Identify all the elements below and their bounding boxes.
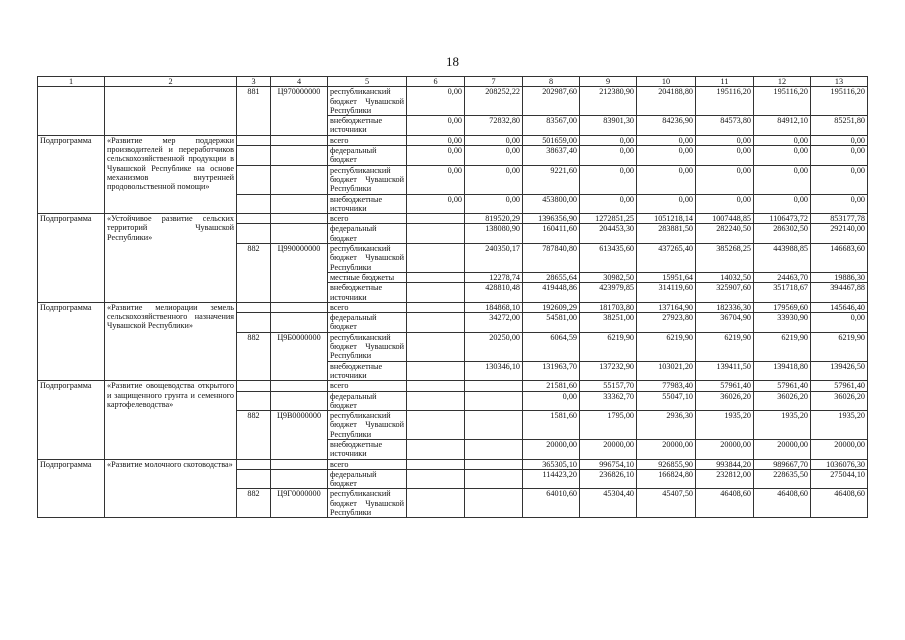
amount-cell: 55047,10 bbox=[637, 391, 696, 411]
subprogram-name: «Развитие молочного скотоводства» bbox=[105, 459, 237, 518]
amount-cell: 0,00 bbox=[696, 146, 754, 166]
amount-cell: 36026,20 bbox=[811, 391, 868, 411]
gr-cell bbox=[237, 194, 271, 214]
funding-source: республиканский бюджет Чувашской Республики bbox=[328, 411, 407, 440]
funding-source: внебюджетные источники bbox=[328, 283, 407, 303]
amount-cell: 12278,74 bbox=[465, 272, 523, 282]
amount-cell: 84912,10 bbox=[754, 116, 811, 136]
amount-cell: 1935,20 bbox=[696, 411, 754, 440]
column-number-row bbox=[38, 77, 868, 87]
amount-cell: 0,00 bbox=[580, 135, 637, 145]
amount-cell: 428810,48 bbox=[465, 283, 523, 303]
amount-cell: 0,00 bbox=[696, 135, 754, 145]
code-cell bbox=[271, 194, 328, 214]
amount-cell: 139411,50 bbox=[696, 361, 754, 381]
amount-cell: 33362,70 bbox=[580, 391, 637, 411]
funding-source: внебюджетные источники bbox=[328, 194, 407, 214]
amount-cell: 182336,30 bbox=[696, 302, 754, 312]
amount-cell: 365305,10 bbox=[523, 459, 580, 469]
code-cell bbox=[271, 302, 328, 312]
amount-cell: 36026,20 bbox=[754, 391, 811, 411]
funding-source: всего bbox=[328, 381, 407, 391]
amount-cell bbox=[407, 439, 465, 459]
table-row bbox=[38, 214, 868, 224]
amount-cell: 21581,60 bbox=[523, 381, 580, 391]
amount-cell: 0,00 bbox=[696, 194, 754, 214]
table-row bbox=[38, 135, 868, 145]
amount-cell: 286302,50 bbox=[754, 224, 811, 244]
column-number: 9 bbox=[580, 77, 637, 87]
amount-cell: 0,00 bbox=[407, 135, 465, 145]
amount-cell: 0,00 bbox=[465, 194, 523, 214]
funding-source: внебюджетные источники bbox=[328, 116, 407, 136]
amount-cell bbox=[465, 391, 523, 411]
subprogram-type: Подпрограмма bbox=[38, 302, 105, 380]
amount-cell: 36704,90 bbox=[696, 313, 754, 333]
amount-cell: 184868,10 bbox=[465, 302, 523, 312]
amount-cell: 27923,80 bbox=[637, 313, 696, 333]
amount-cell: 57961,40 bbox=[754, 381, 811, 391]
amount-cell bbox=[407, 459, 465, 469]
gr-cell bbox=[237, 469, 271, 489]
amount-cell: 351718,67 bbox=[754, 283, 811, 303]
funding-source: республиканский бюджет Чувашской Республики bbox=[328, 332, 407, 361]
gr-cell bbox=[237, 313, 271, 333]
amount-cell bbox=[407, 224, 465, 244]
amount-cell: 0,00 bbox=[754, 165, 811, 194]
amount-cell: 6219,90 bbox=[754, 332, 811, 361]
amount-cell: 84236,90 bbox=[637, 116, 696, 136]
amount-cell: 613435,60 bbox=[580, 244, 637, 273]
amount-cell: 20250,00 bbox=[465, 332, 523, 361]
amount-cell: 212380,90 bbox=[580, 87, 637, 116]
amount-cell: 0,00 bbox=[696, 165, 754, 194]
amount-cell: 146683,60 bbox=[811, 244, 868, 273]
amount-cell: 6219,90 bbox=[811, 332, 868, 361]
amount-cell: 83567,00 bbox=[523, 116, 580, 136]
funding-source: республиканский бюджет Чувашской Республики bbox=[328, 87, 407, 116]
amount-cell: 283881,50 bbox=[637, 224, 696, 244]
amount-cell: 38251,00 bbox=[580, 313, 637, 333]
subprogram-type: Подпрограмма bbox=[38, 214, 105, 303]
gr-cell: 882 bbox=[237, 411, 271, 459]
code-cell bbox=[271, 214, 328, 224]
amount-cell: 204188,80 bbox=[637, 87, 696, 116]
amount-cell: 1396356,90 bbox=[523, 214, 580, 224]
amount-cell: 72832,80 bbox=[465, 116, 523, 136]
subprogram-name bbox=[105, 87, 237, 135]
code-cell bbox=[271, 135, 328, 145]
amount-cell: 20000,00 bbox=[580, 439, 637, 459]
gr-cell bbox=[237, 224, 271, 244]
gr-cell: 882 bbox=[237, 489, 271, 518]
amount-cell: 6064,59 bbox=[523, 332, 580, 361]
budget-table bbox=[37, 76, 868, 518]
amount-cell: 137164,90 bbox=[637, 302, 696, 312]
amount-cell: 33930,90 bbox=[754, 313, 811, 333]
amount-cell: 0,00 bbox=[811, 194, 868, 214]
page-number: 18 bbox=[446, 54, 459, 69]
amount-cell: 394467,88 bbox=[811, 283, 868, 303]
amount-cell: 20000,00 bbox=[523, 439, 580, 459]
column-number: 8 bbox=[523, 77, 580, 87]
amount-cell bbox=[407, 302, 465, 312]
amount-cell: 138080,90 bbox=[465, 224, 523, 244]
amount-cell bbox=[465, 439, 523, 459]
amount-cell: 1106473,72 bbox=[754, 214, 811, 224]
amount-cell: 131963,70 bbox=[523, 361, 580, 381]
amount-cell: 926855,90 bbox=[637, 459, 696, 469]
amount-cell: 787840,80 bbox=[523, 244, 580, 273]
amount-cell: 0,00 bbox=[754, 194, 811, 214]
column-number: 2 bbox=[105, 77, 237, 87]
amount-cell: 137232,90 bbox=[580, 361, 637, 381]
amount-cell: 46408,60 bbox=[811, 489, 868, 518]
amount-cell: 195116,20 bbox=[811, 87, 868, 116]
amount-cell: 20000,00 bbox=[754, 439, 811, 459]
column-number: 1 bbox=[38, 77, 105, 87]
gr-cell: 882 bbox=[237, 332, 271, 380]
amount-cell: 0,00 bbox=[465, 135, 523, 145]
code-cell: Ц990000000 bbox=[271, 244, 328, 303]
funding-source: федеральный бюджет bbox=[328, 313, 407, 333]
table-row bbox=[38, 381, 868, 391]
amount-cell: 1581,60 bbox=[523, 411, 580, 440]
amount-cell: 993844,20 bbox=[696, 459, 754, 469]
amount-cell bbox=[407, 214, 465, 224]
amount-cell: 46408,60 bbox=[696, 489, 754, 518]
subprogram-name: «Устойчивое развитие сельских территорий Чувашской Республики» bbox=[105, 214, 237, 303]
amount-cell bbox=[465, 459, 523, 469]
amount-cell: 6219,90 bbox=[696, 332, 754, 361]
code-cell: Ц9Г0000000 bbox=[271, 489, 328, 518]
amount-cell: 160411,60 bbox=[523, 224, 580, 244]
column-number: 6 bbox=[407, 77, 465, 87]
code-cell: Ц970000000 bbox=[271, 87, 328, 135]
amount-cell: 77983,40 bbox=[637, 381, 696, 391]
amount-cell bbox=[407, 469, 465, 489]
amount-cell: 24463,70 bbox=[754, 272, 811, 282]
amount-cell: 14032,50 bbox=[696, 272, 754, 282]
funding-source: всего bbox=[328, 302, 407, 312]
amount-cell bbox=[407, 272, 465, 282]
amount-cell: 1272851,25 bbox=[580, 214, 637, 224]
amount-cell: 166824,80 bbox=[637, 469, 696, 489]
amount-cell: 0,00 bbox=[465, 146, 523, 166]
amount-cell bbox=[407, 244, 465, 273]
funding-source: федеральный бюджет bbox=[328, 146, 407, 166]
amount-cell: 1935,20 bbox=[811, 411, 868, 440]
amount-cell: 20000,00 bbox=[811, 439, 868, 459]
column-number: 13 bbox=[811, 77, 868, 87]
amount-cell: 204453,30 bbox=[580, 224, 637, 244]
amount-cell: 292140,00 bbox=[811, 224, 868, 244]
column-number: 7 bbox=[465, 77, 523, 87]
column-number: 4 bbox=[271, 77, 328, 87]
amount-cell: 38637,40 bbox=[523, 146, 580, 166]
code-cell: Ц9Б0000000 bbox=[271, 332, 328, 380]
code-cell: Ц9В0000000 bbox=[271, 411, 328, 459]
amount-cell: 236826,10 bbox=[580, 469, 637, 489]
amount-cell: 84573,80 bbox=[696, 116, 754, 136]
amount-cell: 0,00 bbox=[580, 146, 637, 166]
amount-cell: 314119,60 bbox=[637, 283, 696, 303]
gr-cell bbox=[237, 391, 271, 411]
amount-cell: 85251,80 bbox=[811, 116, 868, 136]
gr-cell: 882 bbox=[237, 244, 271, 303]
code-cell bbox=[271, 146, 328, 166]
amount-cell: 0,00 bbox=[811, 135, 868, 145]
amount-cell: 57961,40 bbox=[696, 381, 754, 391]
funding-source: всего bbox=[328, 214, 407, 224]
column-number: 5 bbox=[328, 77, 407, 87]
amount-cell: 1007448,85 bbox=[696, 214, 754, 224]
amount-cell: 325907,60 bbox=[696, 283, 754, 303]
amount-cell bbox=[407, 283, 465, 303]
amount-cell: 139426,50 bbox=[811, 361, 868, 381]
amount-cell: 6219,90 bbox=[580, 332, 637, 361]
amount-cell: 0,00 bbox=[637, 194, 696, 214]
amount-cell bbox=[407, 381, 465, 391]
amount-cell bbox=[465, 469, 523, 489]
code-cell bbox=[271, 165, 328, 194]
amount-cell: 275044,10 bbox=[811, 469, 868, 489]
gr-cell bbox=[237, 214, 271, 224]
amount-cell: 0,00 bbox=[407, 194, 465, 214]
amount-cell: 0,00 bbox=[407, 146, 465, 166]
amount-cell bbox=[407, 489, 465, 518]
amount-cell: 139418,80 bbox=[754, 361, 811, 381]
amount-cell: 385268,25 bbox=[696, 244, 754, 273]
gr-cell bbox=[237, 135, 271, 145]
amount-cell bbox=[465, 411, 523, 440]
funding-source: федеральный бюджет bbox=[328, 224, 407, 244]
amount-cell: 54581,00 bbox=[523, 313, 580, 333]
amount-cell bbox=[407, 332, 465, 361]
amount-cell: 55157,70 bbox=[580, 381, 637, 391]
amount-cell: 443988,85 bbox=[754, 244, 811, 273]
gr-cell: 881 bbox=[237, 87, 271, 135]
table-row bbox=[38, 87, 868, 116]
funding-source: федеральный бюджет bbox=[328, 391, 407, 411]
amount-cell: 0,00 bbox=[523, 391, 580, 411]
amount-cell: 0,00 bbox=[407, 87, 465, 116]
amount-cell: 46408,60 bbox=[754, 489, 811, 518]
amount-cell: 996754,10 bbox=[580, 459, 637, 469]
amount-cell: 6219,90 bbox=[637, 332, 696, 361]
amount-cell: 83901,30 bbox=[580, 116, 637, 136]
table-row bbox=[38, 459, 868, 469]
amount-cell: 34272,00 bbox=[465, 313, 523, 333]
amount-cell: 437265,40 bbox=[637, 244, 696, 273]
amount-cell bbox=[407, 361, 465, 381]
amount-cell: 0,00 bbox=[637, 146, 696, 166]
amount-cell: 0,00 bbox=[811, 165, 868, 194]
column-number: 12 bbox=[754, 77, 811, 87]
amount-cell: 20000,00 bbox=[637, 439, 696, 459]
funding-source: федеральный бюджет bbox=[328, 469, 407, 489]
amount-cell: 181703,80 bbox=[580, 302, 637, 312]
amount-cell: 1036076,30 bbox=[811, 459, 868, 469]
amount-cell: 989667,70 bbox=[754, 459, 811, 469]
subprogram-name: «Развитие мер поддержки производителей и переработчиков сельскохозяйственной продукции в Чувашской Республике на основе механизмов внутренней продовольственной помощи» bbox=[105, 135, 237, 213]
code-cell bbox=[271, 459, 328, 469]
amount-cell bbox=[407, 411, 465, 440]
column-number: 3 bbox=[237, 77, 271, 87]
amount-cell: 240350,17 bbox=[465, 244, 523, 273]
subprogram-type bbox=[38, 87, 105, 135]
amount-cell: 15951,64 bbox=[637, 272, 696, 282]
column-number: 10 bbox=[637, 77, 696, 87]
amount-cell: 228635,50 bbox=[754, 469, 811, 489]
amount-cell: 0,00 bbox=[637, 135, 696, 145]
amount-cell: 0,00 bbox=[407, 116, 465, 136]
table-row bbox=[38, 302, 868, 312]
funding-source: внебюджетные источники bbox=[328, 361, 407, 381]
amount-cell: 9221,60 bbox=[523, 165, 580, 194]
amount-cell: 1051218,14 bbox=[637, 214, 696, 224]
subprogram-type: Подпрограмма bbox=[38, 381, 105, 459]
subprogram-name: «Развитие овощеводства открытого и защищенного грунта и семенного картофелеводства» bbox=[105, 381, 237, 459]
amount-cell: 819520,29 bbox=[465, 214, 523, 224]
amount-cell: 453800,00 bbox=[523, 194, 580, 214]
gr-cell bbox=[237, 146, 271, 166]
gr-cell bbox=[237, 302, 271, 312]
gr-cell bbox=[237, 165, 271, 194]
amount-cell: 103021,20 bbox=[637, 361, 696, 381]
funding-source: местные бюджеты bbox=[328, 272, 407, 282]
amount-cell: 64010,60 bbox=[523, 489, 580, 518]
code-cell bbox=[271, 224, 328, 244]
subprogram-name: «Развитие мелиорации земель сельскохозяйственного назначения Чувашской Республики» bbox=[105, 302, 237, 380]
gr-cell bbox=[237, 381, 271, 391]
code-cell bbox=[271, 469, 328, 489]
funding-source: внебюджетные источники bbox=[328, 439, 407, 459]
amount-cell: 28655,64 bbox=[523, 272, 580, 282]
subprogram-type: Подпрограмма bbox=[38, 135, 105, 213]
amount-cell: 179569,60 bbox=[754, 302, 811, 312]
code-cell bbox=[271, 391, 328, 411]
gr-cell bbox=[237, 459, 271, 469]
funding-source: республиканский бюджет Чувашской Республики bbox=[328, 244, 407, 273]
amount-cell: 195116,20 bbox=[696, 87, 754, 116]
amount-cell bbox=[407, 391, 465, 411]
amount-cell: 232812,00 bbox=[696, 469, 754, 489]
amount-cell: 202987,60 bbox=[523, 87, 580, 116]
amount-cell: 19886,30 bbox=[811, 272, 868, 282]
amount-cell: 0,00 bbox=[580, 165, 637, 194]
amount-cell: 57961,40 bbox=[811, 381, 868, 391]
amount-cell: 0,00 bbox=[637, 165, 696, 194]
amount-cell: 0,00 bbox=[407, 165, 465, 194]
amount-cell: 0,00 bbox=[580, 194, 637, 214]
amount-cell: 0,00 bbox=[754, 135, 811, 145]
amount-cell: 282240,50 bbox=[696, 224, 754, 244]
amount-cell: 114423,20 bbox=[523, 469, 580, 489]
code-cell bbox=[271, 381, 328, 391]
amount-cell: 2936,30 bbox=[637, 411, 696, 440]
amount-cell: 0,00 bbox=[811, 313, 868, 333]
amount-cell: 0,00 bbox=[754, 146, 811, 166]
amount-cell: 419448,86 bbox=[523, 283, 580, 303]
column-number: 11 bbox=[696, 77, 754, 87]
amount-cell: 45407,50 bbox=[637, 489, 696, 518]
amount-cell bbox=[465, 489, 523, 518]
subprogram-type: Подпрограмма bbox=[38, 459, 105, 518]
amount-cell: 0,00 bbox=[465, 165, 523, 194]
amount-cell: 208252,22 bbox=[465, 87, 523, 116]
amount-cell: 36026,20 bbox=[696, 391, 754, 411]
amount-cell: 1795,00 bbox=[580, 411, 637, 440]
amount-cell: 192609,29 bbox=[523, 302, 580, 312]
amount-cell: 145646,40 bbox=[811, 302, 868, 312]
amount-cell bbox=[407, 313, 465, 333]
amount-cell: 195116,20 bbox=[754, 87, 811, 116]
amount-cell: 501659,00 bbox=[523, 135, 580, 145]
funding-source: всего bbox=[328, 135, 407, 145]
amount-cell: 1935,20 bbox=[754, 411, 811, 440]
funding-source: всего bbox=[328, 459, 407, 469]
amount-cell: 853177,78 bbox=[811, 214, 868, 224]
amount-cell: 45304,40 bbox=[580, 489, 637, 518]
amount-cell: 0,00 bbox=[811, 146, 868, 166]
amount-cell: 423979,85 bbox=[580, 283, 637, 303]
funding-source: республиканский бюджет Чувашской Республики bbox=[328, 489, 407, 518]
amount-cell bbox=[465, 381, 523, 391]
amount-cell: 30982,50 bbox=[580, 272, 637, 282]
amount-cell: 130346,10 bbox=[465, 361, 523, 381]
funding-source: республиканский бюджет Чувашской Республики bbox=[328, 165, 407, 194]
amount-cell: 20000,00 bbox=[696, 439, 754, 459]
code-cell bbox=[271, 313, 328, 333]
